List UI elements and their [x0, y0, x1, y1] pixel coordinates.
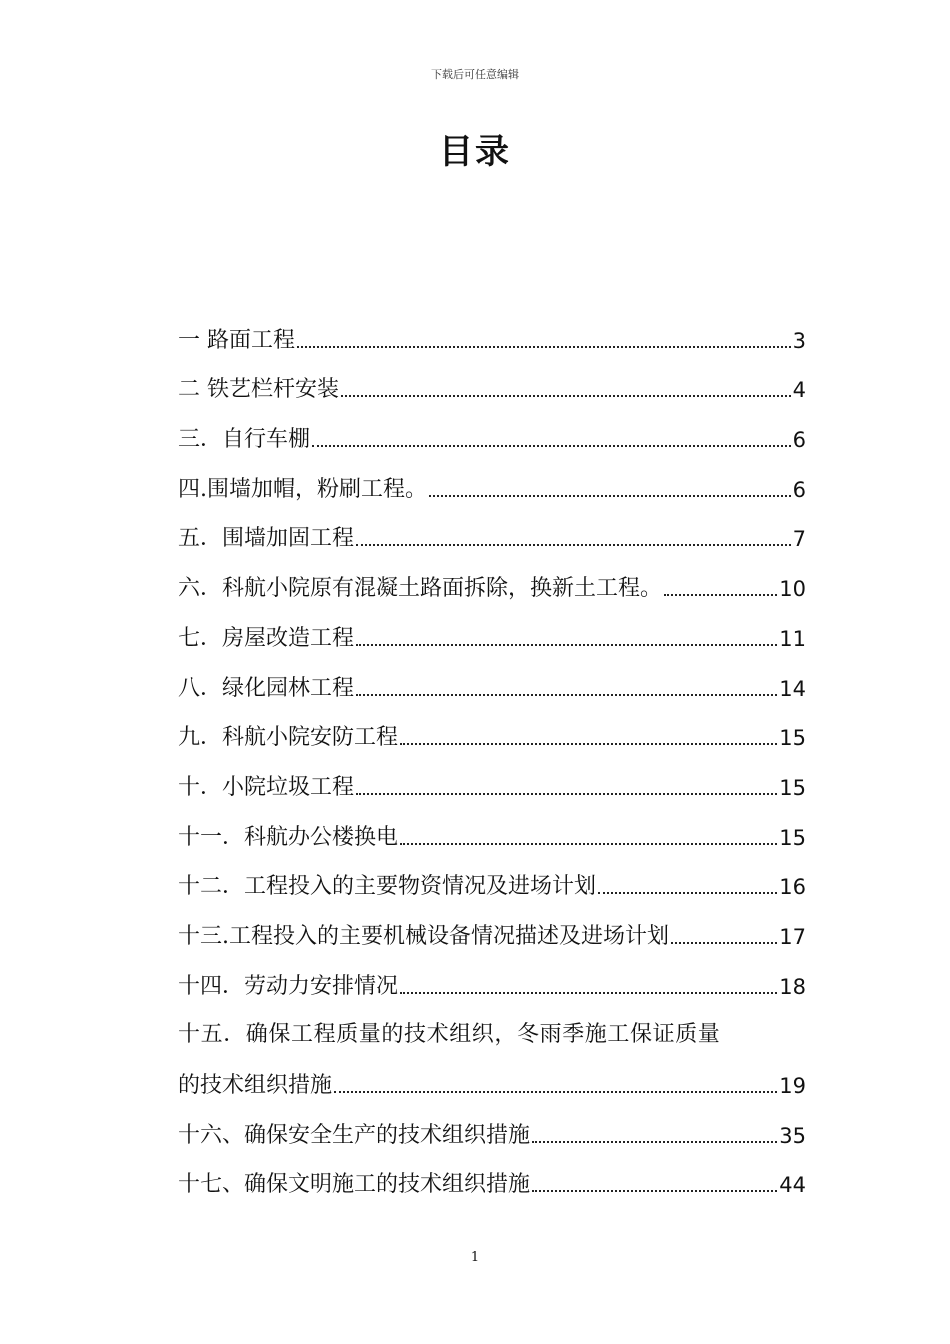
toc-entry-page: 11: [779, 626, 806, 651]
toc-entry[interactable]: [178, 501, 806, 551]
dot-leader: [297, 346, 791, 348]
toc-entry[interactable]: [178, 451, 806, 501]
toc-entry-page: 44: [779, 1173, 806, 1198]
toc-entry-label: 一 路面工程: [178, 327, 295, 353]
dot-leader: [400, 992, 777, 994]
dot-leader: [400, 743, 777, 745]
toc-entry[interactable]: [178, 700, 806, 750]
page-title: 目录: [439, 132, 511, 172]
toc-entry-page: 4: [792, 378, 806, 403]
toc-entry-label: 七．房屋改造工程: [178, 625, 355, 651]
toc-entry-page: 7: [792, 527, 806, 552]
toc-entry-label: 六．科航小院原有混凝土路面拆除，换新土工程。: [178, 576, 663, 602]
toc-entry[interactable]: [178, 650, 806, 700]
toc-entry-label: 十一．科航办公楼换电: [178, 824, 399, 850]
toc-entry-label: 十三.工程投入的主要机械设备情况描述及进场计划: [178, 923, 669, 949]
dot-leader: [356, 793, 777, 795]
toc-entry-page: 17: [779, 924, 806, 949]
toc-entry[interactable]: [178, 1147, 806, 1197]
toc-entry[interactable]: [178, 550, 806, 600]
toc-entry[interactable]: [178, 898, 806, 948]
toc-entry-page: 10: [779, 577, 806, 602]
dot-leader: [671, 942, 777, 944]
toc-entry-label: 的技术组织措施: [178, 1073, 333, 1098]
toc-entry-page: 35: [779, 1123, 806, 1148]
toc-entry-page: 3: [792, 328, 806, 353]
toc-entry-label: 十六、确保安全生产的技术组织措施: [178, 1122, 531, 1148]
toc-entry-label: 九．科航小院安防工程: [178, 725, 399, 751]
toc-entry-label: 八．绿化园林工程: [178, 675, 355, 701]
toc-entry-label: 十．小院垃圾工程: [178, 774, 355, 800]
dot-leader: [664, 594, 777, 596]
toc-entry-page: 19: [779, 1074, 806, 1098]
toc-entry-label: 十二．工程投入的主要物资情况及进场计划: [178, 874, 597, 900]
dot-leader: [532, 1141, 777, 1143]
toc-entry-label: 十七、确保文明施工的技术组织措施: [178, 1172, 531, 1198]
toc-entry-label: 十五．确保工程质量的技术组织，冬雨季施工保证质量: [178, 1021, 721, 1047]
toc-entry[interactable]: [178, 302, 806, 352]
dot-leader: [598, 892, 777, 894]
toc-entry-page: 18: [779, 974, 806, 999]
page-number: 1: [470, 1250, 480, 1265]
table-of-contents: [178, 302, 806, 1196]
toc-entry-page: 16: [779, 875, 806, 900]
toc-entry[interactable]: [178, 948, 806, 998]
toc-entry[interactable]: [178, 352, 806, 402]
toc-entry[interactable]: [178, 1097, 806, 1147]
dot-leader: [356, 544, 791, 546]
toc-entry[interactable]: [178, 401, 806, 451]
toc-entry-label: 五．围墙加固工程: [178, 526, 355, 552]
toc-entry-page: 15: [779, 726, 806, 751]
toc-entry-wrapped-line1[interactable]: [178, 998, 806, 1048]
toc-entry-label: 三．自行车棚: [178, 427, 311, 453]
dot-leader: [312, 445, 791, 447]
dot-leader: [356, 644, 777, 646]
toc-entry[interactable]: [178, 749, 806, 799]
header-note: 下载后可任意编辑: [431, 68, 519, 81]
dot-leader: [334, 1091, 777, 1093]
toc-entry-page: 6: [792, 428, 806, 453]
toc-entry-label: 四.围墙加帽，粉刷工程。: [178, 476, 427, 502]
toc-entry-page: 14: [779, 676, 806, 701]
toc-entry[interactable]: [178, 799, 806, 849]
dot-leader: [400, 843, 777, 845]
toc-entry[interactable]: [178, 600, 806, 650]
dot-leader: [356, 694, 777, 696]
toc-entry[interactable]: [178, 849, 806, 899]
dot-leader: [341, 395, 791, 397]
toc-entry-label: 十四．劳动力安排情况: [178, 973, 399, 999]
toc-entry-wrapped-line2[interactable]: [178, 1047, 806, 1097]
dot-leader: [429, 495, 791, 497]
toc-entry-page: 15: [779, 825, 806, 850]
toc-entry-label: 二 铁艺栏杆安装: [178, 377, 339, 403]
toc-entry-page: 15: [779, 775, 806, 800]
toc-entry-page: 6: [792, 477, 806, 502]
dot-leader: [532, 1190, 777, 1192]
